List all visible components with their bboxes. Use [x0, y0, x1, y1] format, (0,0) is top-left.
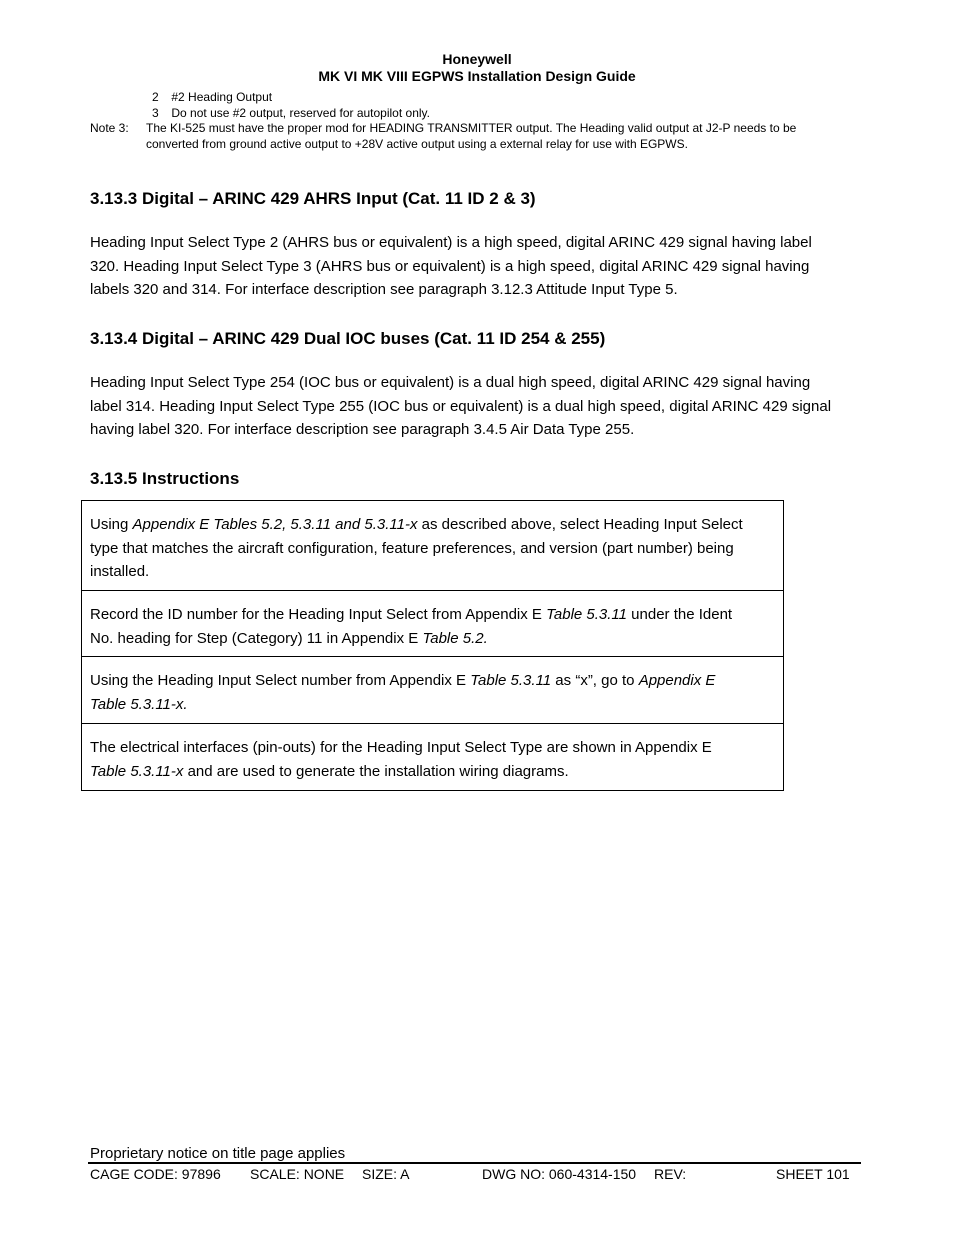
italic-reference: Table 5.3.11	[470, 672, 552, 689]
note-item-2-number: 2	[152, 90, 159, 104]
instruction-line: The electrical interfaces (pin-outs) for the Heading Input Select Type are shown in Appendix E	[90, 739, 712, 756]
text-run: Using	[90, 516, 133, 533]
text-run: Using the Heading Input Select number from Appendix E	[90, 672, 471, 689]
italic-reference: Appendix E	[638, 672, 716, 689]
section-3-13-5-heading: 3.13.5 Instructions	[90, 469, 240, 488]
italic-reference: Table 5.2.	[422, 629, 488, 647]
size: SIZE: A	[362, 1166, 410, 1182]
paragraph-line: 320. Heading Input Select Type 3 (AHRS bus or equivalent) is a high speed, digital ARINC 429 signal having	[90, 257, 810, 275]
text-run: and are used to generate the installation wiring diagrams.	[183, 762, 569, 780]
instruction-line	[90, 627, 773, 651]
note-item-3	[152, 106, 430, 121]
text-run: as described above, select Heading Input Select	[417, 516, 743, 533]
instruction-box-3	[81, 656, 784, 724]
text-run: under the Ident	[627, 606, 733, 623]
note-3-line-1: The KI-525 must have the proper mod for HEADING TRANSMITTER output. The Heading valid output at J2-P needs to be	[146, 121, 797, 135]
note-item-2-text: #2 Heading Output	[171, 90, 273, 104]
drawing-number: DWG NO: 060-4314-150	[482, 1166, 637, 1182]
sheet-number: SHEET 101	[776, 1166, 850, 1182]
note-item-2	[152, 90, 272, 105]
note-3-line-2: converted from ground active output to +28V active output using a external relay for use with EGPWS.	[146, 137, 688, 151]
section-3-13-4-heading: 3.13.4 Digital – ARINC 429 Dual IOC buses (Cat. 11 ID 254 & 255)	[90, 329, 606, 348]
text-run: as “x”, go to	[551, 672, 639, 689]
paragraph-line: having label 320. For interface description see paragraph 3.4.5 Air Data Type 255.	[90, 421, 635, 438]
section-3-13-3-paragraph	[90, 231, 870, 302]
instruction-line: installed.	[90, 563, 150, 580]
revision: REV:	[654, 1166, 687, 1182]
note-item-3-text: Do not use #2 output, reserved for autopilot only.	[171, 106, 430, 120]
paragraph-line: Heading Input Select Type 254 (IOC bus or equivalent) is a dual high speed, digital ARINC 429 signal having	[90, 374, 811, 391]
instruction-box-4	[81, 723, 784, 791]
header-company: Honeywell	[442, 51, 512, 67]
cage-code: CAGE CODE: 97896	[90, 1166, 221, 1182]
note-3-label: Note 3:	[90, 121, 129, 135]
instruction-line	[90, 603, 773, 627]
text-run: No. heading for Step (Category) 11 in Appendix E	[90, 629, 423, 647]
section-3-13-4-paragraph	[90, 371, 870, 442]
paragraph-line: Heading Input Select Type 2 (AHRS bus or equivalent) is a high speed, digital ARINC 429 signal having label	[90, 234, 812, 251]
instruction-box-1	[81, 500, 784, 591]
instruction-line	[90, 693, 773, 717]
instruction-line	[90, 760, 773, 784]
italic-reference: Table 5.3.11-x	[90, 762, 184, 780]
instruction-line	[90, 669, 773, 693]
italic-reference: Table 5.3.11-x.	[90, 695, 188, 713]
italic-reference: Appendix E Tables 5.2, 5.3.11 and 5.3.11-x	[132, 516, 418, 533]
italic-reference: Table 5.3.11	[546, 606, 627, 623]
instruction-line	[90, 513, 773, 537]
instruction-box-2	[81, 590, 784, 657]
proprietary-notice: Proprietary notice on title page applies	[90, 1145, 346, 1162]
section-3-13-3-heading: 3.13.3 Digital – ARINC 429 AHRS Input (Cat. 11 ID 2 & 3)	[90, 189, 536, 208]
paragraph-line: labels 320 and 314. For interface description see paragraph 3.12.3 Attitude Input Type 5.	[90, 281, 678, 298]
paragraph-line: label 314. Heading Input Select Type 255 (IOC bus or equivalent) is a dual high speed, digital ARINC 429 signal	[90, 397, 832, 415]
instruction-line: type that matches the aircraft configuration, feature preferences, and version (part number) being	[90, 539, 734, 557]
header-title: MK VI MK VIII EGPWS Installation Design Guide	[318, 68, 636, 84]
footer-divider	[88, 1162, 861, 1164]
scale: SCALE: NONE	[250, 1166, 345, 1182]
text-run: Record the ID number for the Heading Input Select from Appendix E	[90, 606, 547, 623]
note-item-3-number: 3	[152, 106, 159, 120]
